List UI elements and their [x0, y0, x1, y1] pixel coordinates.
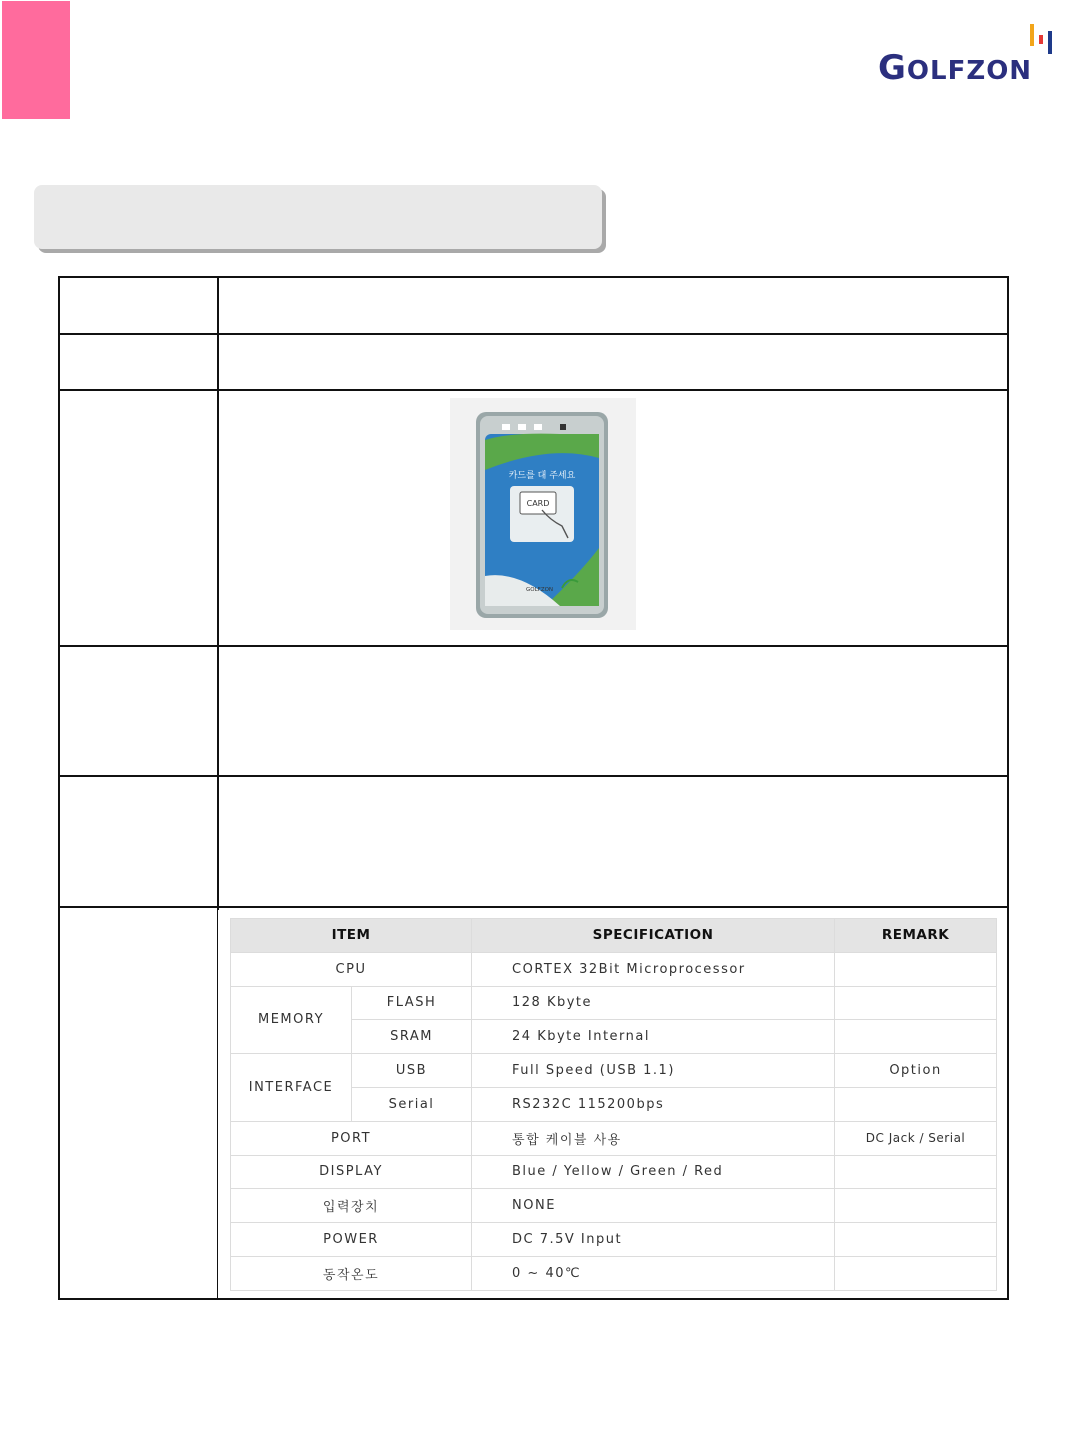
spec-sram: 24 Kbyte Internal: [472, 1020, 835, 1054]
product-photo: [450, 398, 636, 630]
remark-usb: Option: [835, 1054, 997, 1088]
table-row: [231, 986, 997, 1020]
item-temp: 동작온도: [231, 1256, 472, 1290]
spec-usb: Full Speed (USB 1.1): [472, 1054, 835, 1088]
row-divider: [60, 333, 1007, 335]
spec-input: NONE: [472, 1189, 835, 1223]
row-divider: [60, 645, 1007, 647]
column-divider-lower: [217, 910, 218, 1300]
spec-display: Blue / Yellow / Green / Red: [472, 1155, 835, 1189]
remark-temp: [835, 1256, 997, 1290]
table-row: [231, 1189, 997, 1223]
table-row: [231, 1223, 997, 1257]
row-divider: [60, 389, 1007, 391]
table-row: [231, 1256, 997, 1290]
product-info-frame: [58, 276, 1009, 1300]
logo-letters-rest: OLFZON: [906, 56, 1033, 86]
header-specification: SPECIFICATION: [472, 919, 835, 953]
sub-serial: Serial: [352, 1087, 472, 1121]
remark-display: [835, 1155, 997, 1189]
remark-serial: [835, 1087, 997, 1121]
table-row: [231, 1054, 997, 1088]
table-row: [231, 1155, 997, 1189]
card-label-text: CARD: [526, 499, 550, 508]
item-cpu: CPU: [231, 952, 472, 986]
pink-corner-tab: [2, 1, 70, 119]
header-item: ITEM: [231, 919, 472, 953]
item-interface: INTERFACE: [231, 1054, 352, 1122]
remark-flash: [835, 986, 997, 1020]
sub-sram: SRAM: [352, 1020, 472, 1054]
sub-flash: FLASH: [352, 986, 472, 1020]
item-power: POWER: [231, 1223, 472, 1257]
header-remark: REMARK: [835, 919, 997, 953]
item-display: DISPLAY: [231, 1155, 472, 1189]
remark-cpu: [835, 952, 997, 986]
row-divider: [60, 775, 1007, 777]
section-title-bar: [34, 185, 602, 249]
logo-bars-icon: [1028, 22, 1056, 54]
row-divider: [60, 906, 1007, 908]
column-divider: [217, 278, 219, 910]
item-memory: MEMORY: [231, 986, 352, 1054]
item-input: 입력장치: [231, 1189, 472, 1223]
spec-power: DC 7.5V Input: [472, 1223, 835, 1257]
item-port: PORT: [231, 1121, 472, 1155]
table-row: [231, 952, 997, 986]
spec-serial: RS232C 115200bps: [472, 1087, 835, 1121]
sub-usb: USB: [352, 1054, 472, 1088]
spec-temp: 0 ~ 40℃: [472, 1256, 835, 1290]
spec-table: [230, 918, 997, 1291]
remark-port: DC Jack / Serial: [835, 1121, 997, 1155]
table-row: [231, 1121, 997, 1155]
spec-header-row: [231, 919, 997, 953]
device-prompt-text: 카드를 대 주세요: [508, 471, 576, 481]
spec-flash: 128 Kbyte: [472, 986, 835, 1020]
spec-port: 통합 케이블 사용: [472, 1121, 835, 1155]
logo-letter-first: G: [878, 48, 907, 88]
remark-power: [835, 1223, 997, 1257]
remark-sram: [835, 1020, 997, 1054]
spec-cpu: CORTEX 32Bit Microprocessor: [472, 952, 835, 986]
remark-input: [835, 1189, 997, 1223]
logo-wordmark: [878, 48, 1032, 88]
brand-label-text: GOLFZON: [526, 587, 554, 593]
card-reader-photo-icon: [450, 398, 636, 630]
golfzon-logo: [878, 22, 1058, 88]
